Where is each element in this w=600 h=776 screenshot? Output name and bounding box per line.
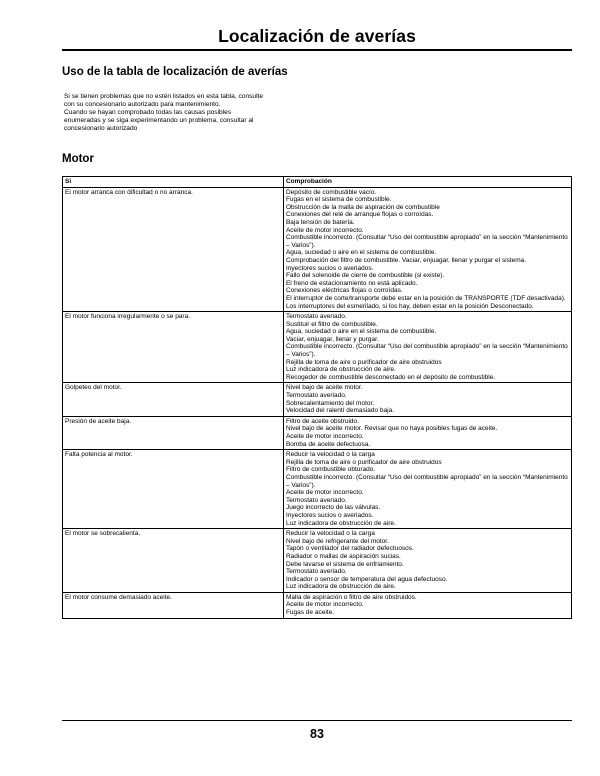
check-item: Nivel bajo de aceite motor. [285, 384, 363, 392]
check-item: Combustible incorrecto. (Consultar “Uso del combustible apropiado” en la sección “Mantenimiento – Varios”). [285, 234, 568, 249]
check-item: Filtro de combustible obturado. [285, 466, 376, 474]
check-item: Indicador o sensor de temperatura del agua defectuoso. [285, 575, 448, 583]
condition-cell: Presión de aceite baja. [63, 416, 284, 449]
check-item: Termostato averiado. [285, 496, 347, 504]
subsection-title: Motor [62, 153, 94, 165]
check-item: Nivel bajo de aceite motor. Revisar que no haya posibles fugas de aceite. [285, 425, 498, 433]
check-item: Agua, suciedad o aire en el sistema de combustible. [285, 249, 437, 257]
condition-cell: Golpeteo del motor. [63, 383, 284, 416]
intro-line: concesionario autorizado [64, 124, 138, 132]
check-item: Bomba de aceite defectuosa. [285, 440, 371, 448]
check-cell [283, 450, 571, 529]
check-item: Reducir la velocidad o la carga [285, 530, 375, 538]
check-item: Recogedor de combustible desconectado en el depósito de combustible. [285, 373, 496, 381]
page-title: Localización de averías [218, 26, 416, 46]
check-item: Luz indicadora de obstrucción de aire. [285, 366, 396, 374]
check-item: Aceite de motor incorrecto. [285, 489, 364, 497]
intro-line: Cuando se hayan comprobado todas las causas posibles [64, 108, 232, 116]
check-item: Rejilla de toma de aire o purificador de aire obstruidos [285, 358, 442, 366]
table-row [63, 187, 572, 312]
check-item: Debe lavarse el sistema de enfriamiento. [285, 560, 404, 568]
check-item: Depósito de combustible vacío. [285, 188, 377, 196]
check-item: Conexiones eléctricas flojas o corroídas. [285, 287, 403, 295]
intro-paragraph [64, 93, 324, 133]
check-item: Comprobación del filtro de combustible. Vaciar, enjuagar, llenar y purgar el sistema. [285, 256, 527, 264]
intro-line: enumeradas y se siga experimentando un problema, consultar al [64, 116, 254, 124]
check-cell [283, 416, 571, 449]
check-item: Aceite de motor incorrecto. [285, 433, 364, 440]
condition-cell: Falta potencia al motor. [63, 450, 284, 529]
condition-cell: El motor arranca con dificultad o no arranca. [63, 187, 284, 312]
check-item: Juego incorrecto de las válvulas. [285, 504, 381, 512]
check-item: Nivel bajo de refrigerante del motor. [285, 537, 389, 545]
table-header-row [63, 177, 572, 188]
check-cell [283, 592, 571, 618]
title-container [62, 26, 572, 47]
check-cell [283, 529, 571, 593]
check-item: Reducir la velocidad o la carga [285, 451, 375, 459]
table-row [63, 312, 572, 383]
check-item: Malla de aspiración o filtro de aire obstruidos. [285, 593, 417, 601]
check-item: Obstrucción de la malla de aspiración de combustible [285, 203, 440, 211]
check-item: Fugas en el sistema de combustible. [285, 196, 392, 204]
page-number: 83 [310, 727, 324, 741]
condition-cell: El motor consume demasiado aceite. [63, 592, 284, 618]
check-item: El interruptor de corte/transporte debe estar en la posición de TRANSPORTE (TDF desactivada). [285, 294, 566, 302]
check-item: Fugas de aceite. [285, 609, 334, 617]
check-item: Inyectores sucios o averiados. [285, 511, 374, 519]
footer-rule [62, 720, 572, 721]
check-item: Inyectores sucios o averiados. [285, 264, 374, 272]
check-item: Termostato averiado. [285, 568, 347, 576]
check-item: Luz indicadora de obstrucción de aire. [285, 583, 396, 591]
check-item: Combustible incorrecto. (Consultar “Uso del combustible apropiado” en la sección “Mantenimiento – Varios”). [285, 473, 568, 489]
check-item: Termostato averiado. [285, 392, 347, 400]
check-item: Sobrecalentamiento del motor. [285, 399, 375, 407]
check-item: Conexiones del relé de arranque flojas o corroídas. [285, 211, 434, 219]
check-item: Fallo del solenoide de cierre de combustible (si existe). [285, 272, 445, 280]
table-body [63, 187, 572, 618]
check-item: El freno de estacionamiento no está aplicado. [285, 279, 418, 287]
check-item: Filtro de aceite obstruido. [285, 417, 359, 425]
table-row [63, 592, 572, 618]
check-item: Vaciar, enjuagar, llenar y purgar. [285, 335, 379, 343]
check-cell [283, 187, 571, 312]
table-row [63, 450, 572, 529]
condition-cell: El motor funciona irregularmente o se para. [63, 312, 284, 383]
check-item: Combustible incorrecto. (Consultar “Uso del combustible apropiado” en la sección “Mantenimiento – Varios”). [285, 343, 568, 359]
check-cell [283, 312, 571, 383]
check-item: Luz indicadora de obstrucción de aire. [285, 519, 396, 527]
table-row [63, 416, 572, 449]
check-item: Los interruptores del esmerilado, si los hay, deben estar en la posición Desconectado. [285, 302, 534, 310]
title-underline [62, 49, 572, 51]
check-cell [283, 383, 571, 416]
check-item: Baja tensión de batería. [285, 218, 355, 226]
troubleshooting-table [62, 176, 572, 619]
column-header-condition: Si [63, 177, 284, 188]
table-row [63, 529, 572, 593]
check-item: Radiador o mallas de aspiración sucias. [285, 552, 401, 560]
intro-line: Si se tienen problemas que no estén listados en esta tabla, consulte [64, 93, 264, 100]
check-item: Aceite de motor incorrecto. [285, 601, 364, 609]
table-row [63, 383, 572, 416]
check-item: Sustituir el filtro de combustible. [285, 320, 378, 328]
check-item: Rejilla de toma de aire o purificador de aire obstruidos [285, 458, 442, 466]
section-title: Uso de la tabla de localización de averías [62, 66, 288, 78]
check-item: Agua, suciedad o aire en el sistema de combustible. [285, 328, 437, 336]
check-item: Aceite de motor incorrecto. [285, 226, 364, 234]
check-item: Termostato averiado. [285, 313, 347, 321]
condition-cell: El motor se sobrecalienta. [63, 529, 284, 593]
intro-line: con su concesionario autorizado para mantenimiento. [64, 100, 221, 108]
check-item: Tapón o ventilador del radiador defectuosos. [285, 545, 414, 553]
column-header-check: Comprobación [283, 177, 571, 188]
check-item: Velocidad del ralentí demasiado baja. [285, 407, 394, 415]
